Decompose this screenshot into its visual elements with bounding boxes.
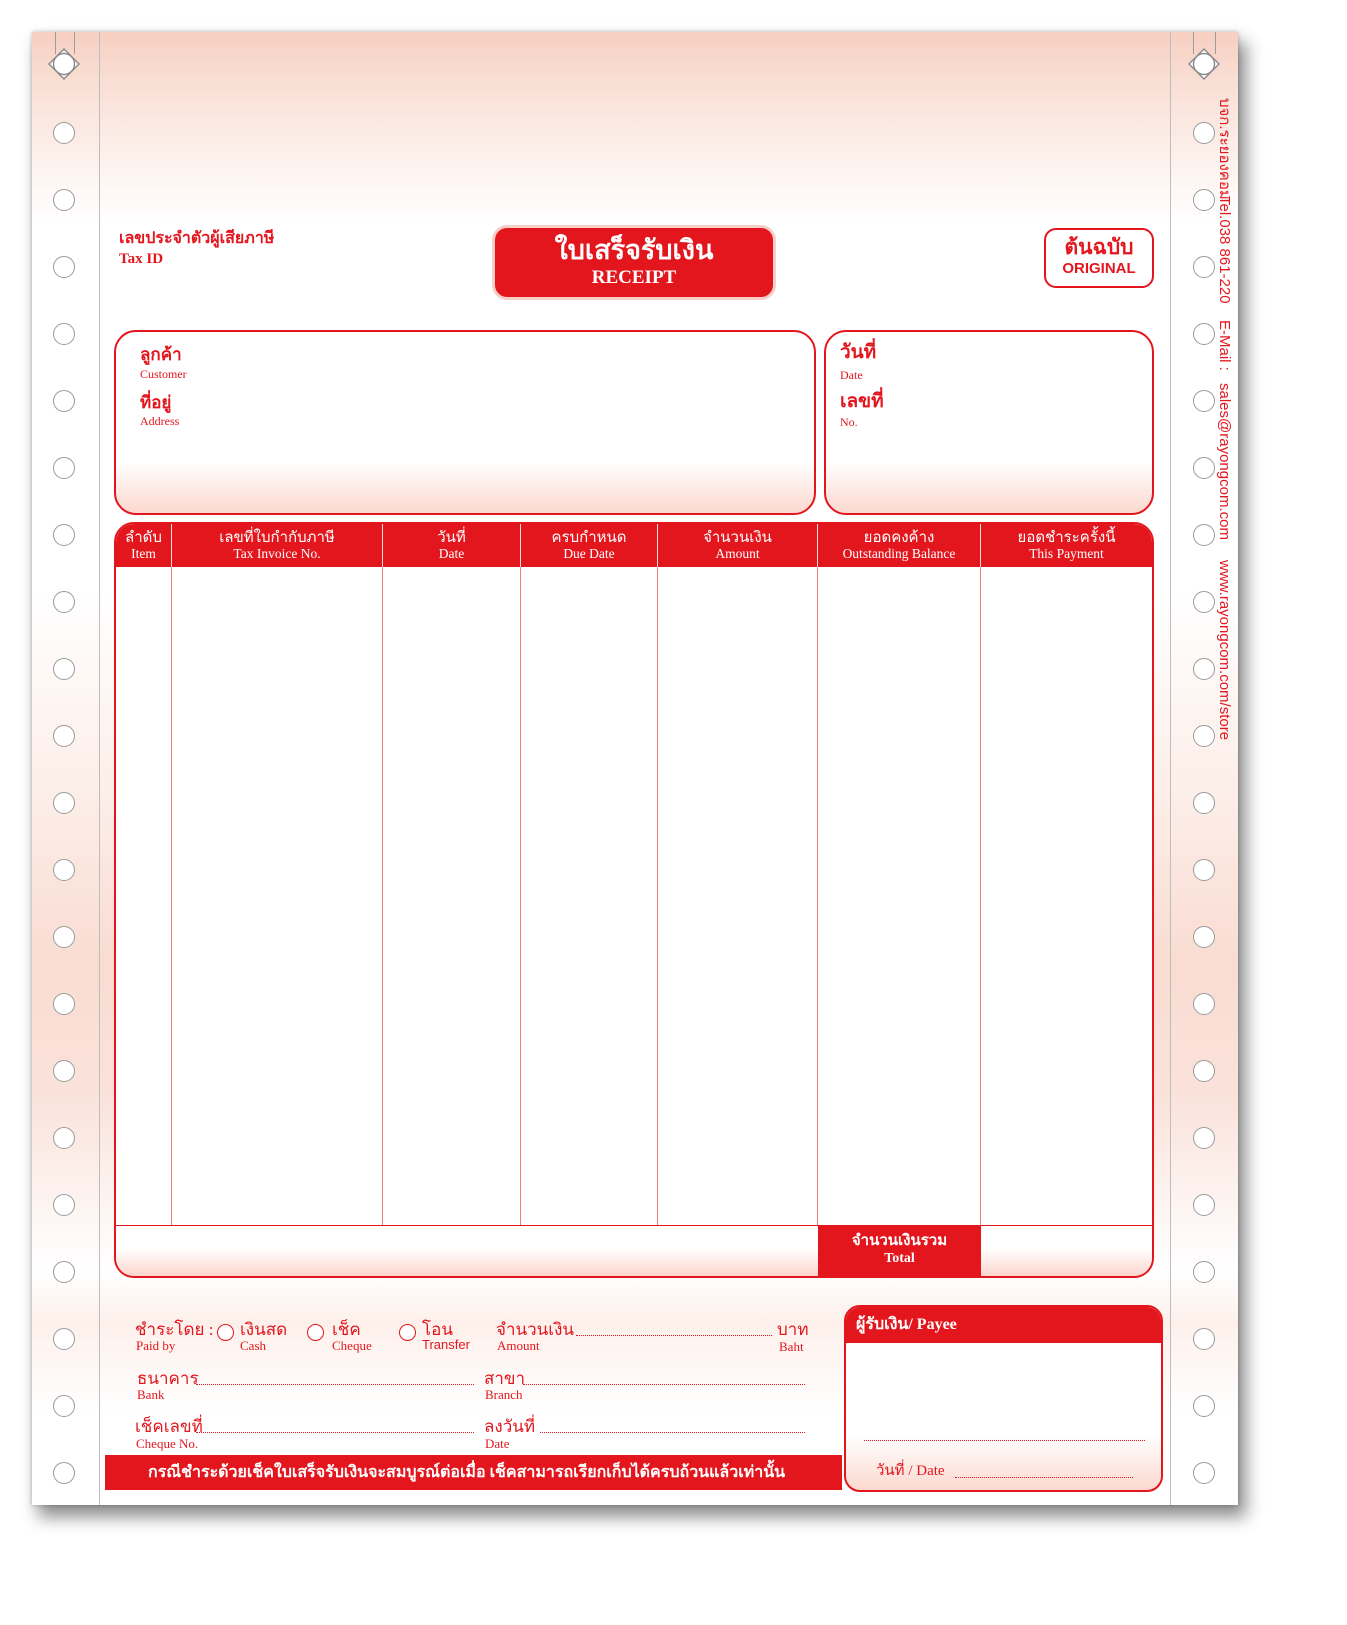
right-sprocket-hole (1193, 725, 1215, 747)
header-cell-outstanding-balance (818, 524, 981, 567)
right-sprocket-hole (1193, 524, 1215, 546)
tax-id-label-th: เลขประจำตัวผู้เสียภาษี (119, 230, 275, 247)
table-body (116, 567, 1152, 1225)
header-amount-en: Amount (715, 546, 760, 561)
document-title-en: RECEIPT (591, 267, 677, 288)
right-sprocket-hole (1193, 859, 1215, 881)
right-sprocket-hole (1193, 1060, 1215, 1082)
left-sprocket-hole (53, 1127, 75, 1149)
header-cell-tax-invoice-no (172, 524, 383, 567)
header-outstanding-balance-th: ยอดคงค้าง (863, 530, 935, 546)
column-this-payment (981, 567, 1152, 1225)
right-sprocket-hole (1193, 658, 1215, 680)
header-date-en: Date (438, 546, 465, 561)
cheque-notice-bar (105, 1455, 842, 1490)
column-outstanding-balance (818, 567, 981, 1225)
left-sprocket-hole (53, 926, 75, 948)
left-sprocket-hole (53, 658, 75, 680)
left-sprocket-hole (53, 792, 75, 814)
right-sprocket-hole (1193, 1261, 1215, 1283)
customer-box (114, 330, 816, 515)
cheque-notice-text: กรณีชำระด้วยเช็คใบเสร็จรับเงินจะสมบูรณ์ต่อเมื่อ เช็คสามารถเรียกเก็บได้ครบถ้วนแล้วเท่านั้น (148, 1464, 786, 1481)
date-label-th: วันที่ (840, 342, 877, 363)
document-title-badge (495, 228, 773, 297)
cheque-date-label-en: Date (485, 1436, 510, 1451)
address-label-en: Address (140, 414, 180, 428)
number-label-en: No. (840, 415, 858, 429)
left-sprocket-hole (53, 256, 75, 278)
header-tax-invoice-no-en: Tax Invoice No. (233, 546, 321, 561)
side-tel: Tel.038 861-220 (1216, 196, 1233, 304)
table-footer-row (116, 1225, 1152, 1276)
column-tax-invoice-no (172, 567, 383, 1225)
branch-label-en: Branch (485, 1387, 523, 1402)
side-email: sales@rayongcom.com (1216, 383, 1233, 540)
left-perforation-line (99, 32, 100, 1505)
table-header-row (116, 524, 1152, 567)
right-sprocket-hole (1193, 926, 1215, 948)
header-cell-this-payment (981, 524, 1152, 567)
right-sprocket-hole (1193, 457, 1215, 479)
header-due-date-th: ครบกำหนด (551, 530, 627, 546)
right-sprocket-hole (1193, 1194, 1215, 1216)
right-diamond-hole-icon (1187, 47, 1221, 81)
right-sprocket-hole (1193, 1462, 1215, 1484)
header-this-payment-th: ยอดชำระครั้งนี้ (1017, 530, 1116, 546)
header-cell-item (116, 524, 172, 567)
payee-date-field (955, 1477, 1133, 1478)
cheque-date-field (540, 1432, 805, 1433)
total-label-cell (818, 1226, 981, 1276)
bank-field (196, 1384, 474, 1385)
right-sprocket-hole (1193, 323, 1215, 345)
left-sprocket-hole (53, 591, 75, 613)
paid-by-label-en: Paid by (136, 1338, 176, 1353)
cash-label-en: Cash (240, 1338, 266, 1353)
branch-field (523, 1384, 805, 1385)
date-label-en: Date (840, 368, 863, 382)
copy-type-badge (1044, 228, 1154, 288)
cheque-checkbox (307, 1324, 324, 1341)
right-sprocket-hole (1193, 189, 1215, 211)
customer-label-th: ลูกค้า (140, 345, 182, 364)
cheque-no-field (196, 1432, 474, 1433)
tax-id-label-en: Tax ID (119, 251, 164, 267)
left-sprocket-hole (53, 1395, 75, 1417)
left-sprocket-hole (53, 1261, 75, 1283)
bank-label-en: Bank (137, 1387, 165, 1402)
payee-title: ผู้รับเงิน/ Payee (856, 1316, 957, 1333)
number-label-th: เลขที่ (840, 391, 884, 412)
footer-spacer (116, 1226, 818, 1276)
transfer-label-en: Transfer (422, 1337, 470, 1352)
transfer-label-th: โอน (422, 1320, 453, 1339)
left-sprocket-hole (53, 993, 75, 1015)
left-sprocket-hole (53, 323, 75, 345)
header-tax-invoice-no-th: เลขที่ใบกำกับภาษี (219, 530, 335, 546)
right-sprocket-hole (1193, 993, 1215, 1015)
total-label-en: Total (884, 1251, 915, 1266)
side-company: บจก.ระยองคอม (1216, 98, 1233, 200)
right-sprocket-hole (1193, 390, 1215, 412)
left-sprocket-hole (53, 189, 75, 211)
side-website: www.rayongcom.com/store (1216, 560, 1233, 741)
right-sprocket-hole (1193, 256, 1215, 278)
left-sprocket-hole (53, 1194, 75, 1216)
right-perforation-line (1170, 32, 1171, 1505)
left-sprocket-hole (53, 390, 75, 412)
header-item-en: Item (131, 546, 156, 561)
cheque-label-en: Cheque (332, 1338, 372, 1353)
amount-label-th: จำนวนเงิน (496, 1320, 575, 1339)
items-table (114, 522, 1154, 1278)
left-diamond-hole-icon (47, 47, 81, 81)
column-due-date (521, 567, 658, 1225)
cheque-label-th: เช็ค (332, 1320, 361, 1339)
amount-field (576, 1335, 772, 1336)
right-sprocket-hole (1193, 591, 1215, 613)
header-amount-th: จำนวนเงิน (703, 530, 772, 546)
total-label-th: จำนวนเงินรวม (851, 1233, 948, 1249)
currency-label-en: Baht (779, 1339, 804, 1354)
cheque-no-label-th: เช็คเลขที่ (135, 1417, 203, 1436)
left-sprocket-hole (53, 122, 75, 144)
left-sprocket-hole (53, 524, 75, 546)
header-item-th: ลำดับ (125, 530, 162, 546)
column-item (116, 567, 172, 1225)
left-sprocket-hole (53, 457, 75, 479)
right-sprocket-hole (1193, 1127, 1215, 1149)
left-sprocket-hole (53, 1462, 75, 1484)
transfer-checkbox (399, 1324, 416, 1341)
header-outstanding-balance-en: Outstanding Balance (842, 546, 956, 561)
right-sprocket-hole (1193, 792, 1215, 814)
column-date (383, 567, 521, 1225)
header-due-date-en: Due Date (563, 546, 615, 561)
header-this-payment-en: This Payment (1029, 546, 1104, 561)
header-cell-due-date (521, 524, 658, 567)
cash-label-th: เงินสด (240, 1320, 288, 1339)
total-value-cell (981, 1226, 1152, 1276)
payee-header (846, 1307, 1161, 1343)
column-amount (658, 567, 818, 1225)
branch-label-th: สาขา (484, 1369, 526, 1388)
right-sprocket-hole (1193, 1395, 1215, 1417)
left-sprocket-hole (53, 725, 75, 747)
left-sprocket-hole (53, 1328, 75, 1350)
left-sprocket-hole (53, 859, 75, 881)
customer-label-en: Customer (140, 367, 187, 381)
cheque-no-label-en: Cheque No. (136, 1436, 199, 1451)
payee-signature-field (864, 1440, 1145, 1441)
header-cell-date (383, 524, 521, 567)
document-title-th: ใบเสร็จรับเงิน (554, 235, 714, 265)
cash-checkbox (217, 1324, 234, 1341)
amount-label-en: Amount (497, 1338, 540, 1353)
bank-label-th: ธนาคาร (137, 1369, 199, 1388)
address-label-th: ที่อยู่ (140, 393, 172, 412)
left-sprocket-hole (53, 1060, 75, 1082)
currency-label-th: บาท (777, 1320, 809, 1339)
header-cell-amount (658, 524, 818, 567)
paid-by-label-th: ชำระโดย : (135, 1320, 214, 1339)
payee-date-label: วันที่ / Date (876, 1463, 945, 1479)
cheque-date-label-th: ลงวันที่ (484, 1417, 536, 1436)
copy-type-en: ORIGINAL (1062, 260, 1136, 277)
header-date-th: วันที่ (437, 530, 466, 546)
side-email-label: E-Mail : (1216, 320, 1233, 371)
right-sprocket-hole (1193, 122, 1215, 144)
right-sprocket-hole (1193, 1328, 1215, 1350)
copy-type-th: ต้นฉบับ (1064, 235, 1134, 259)
